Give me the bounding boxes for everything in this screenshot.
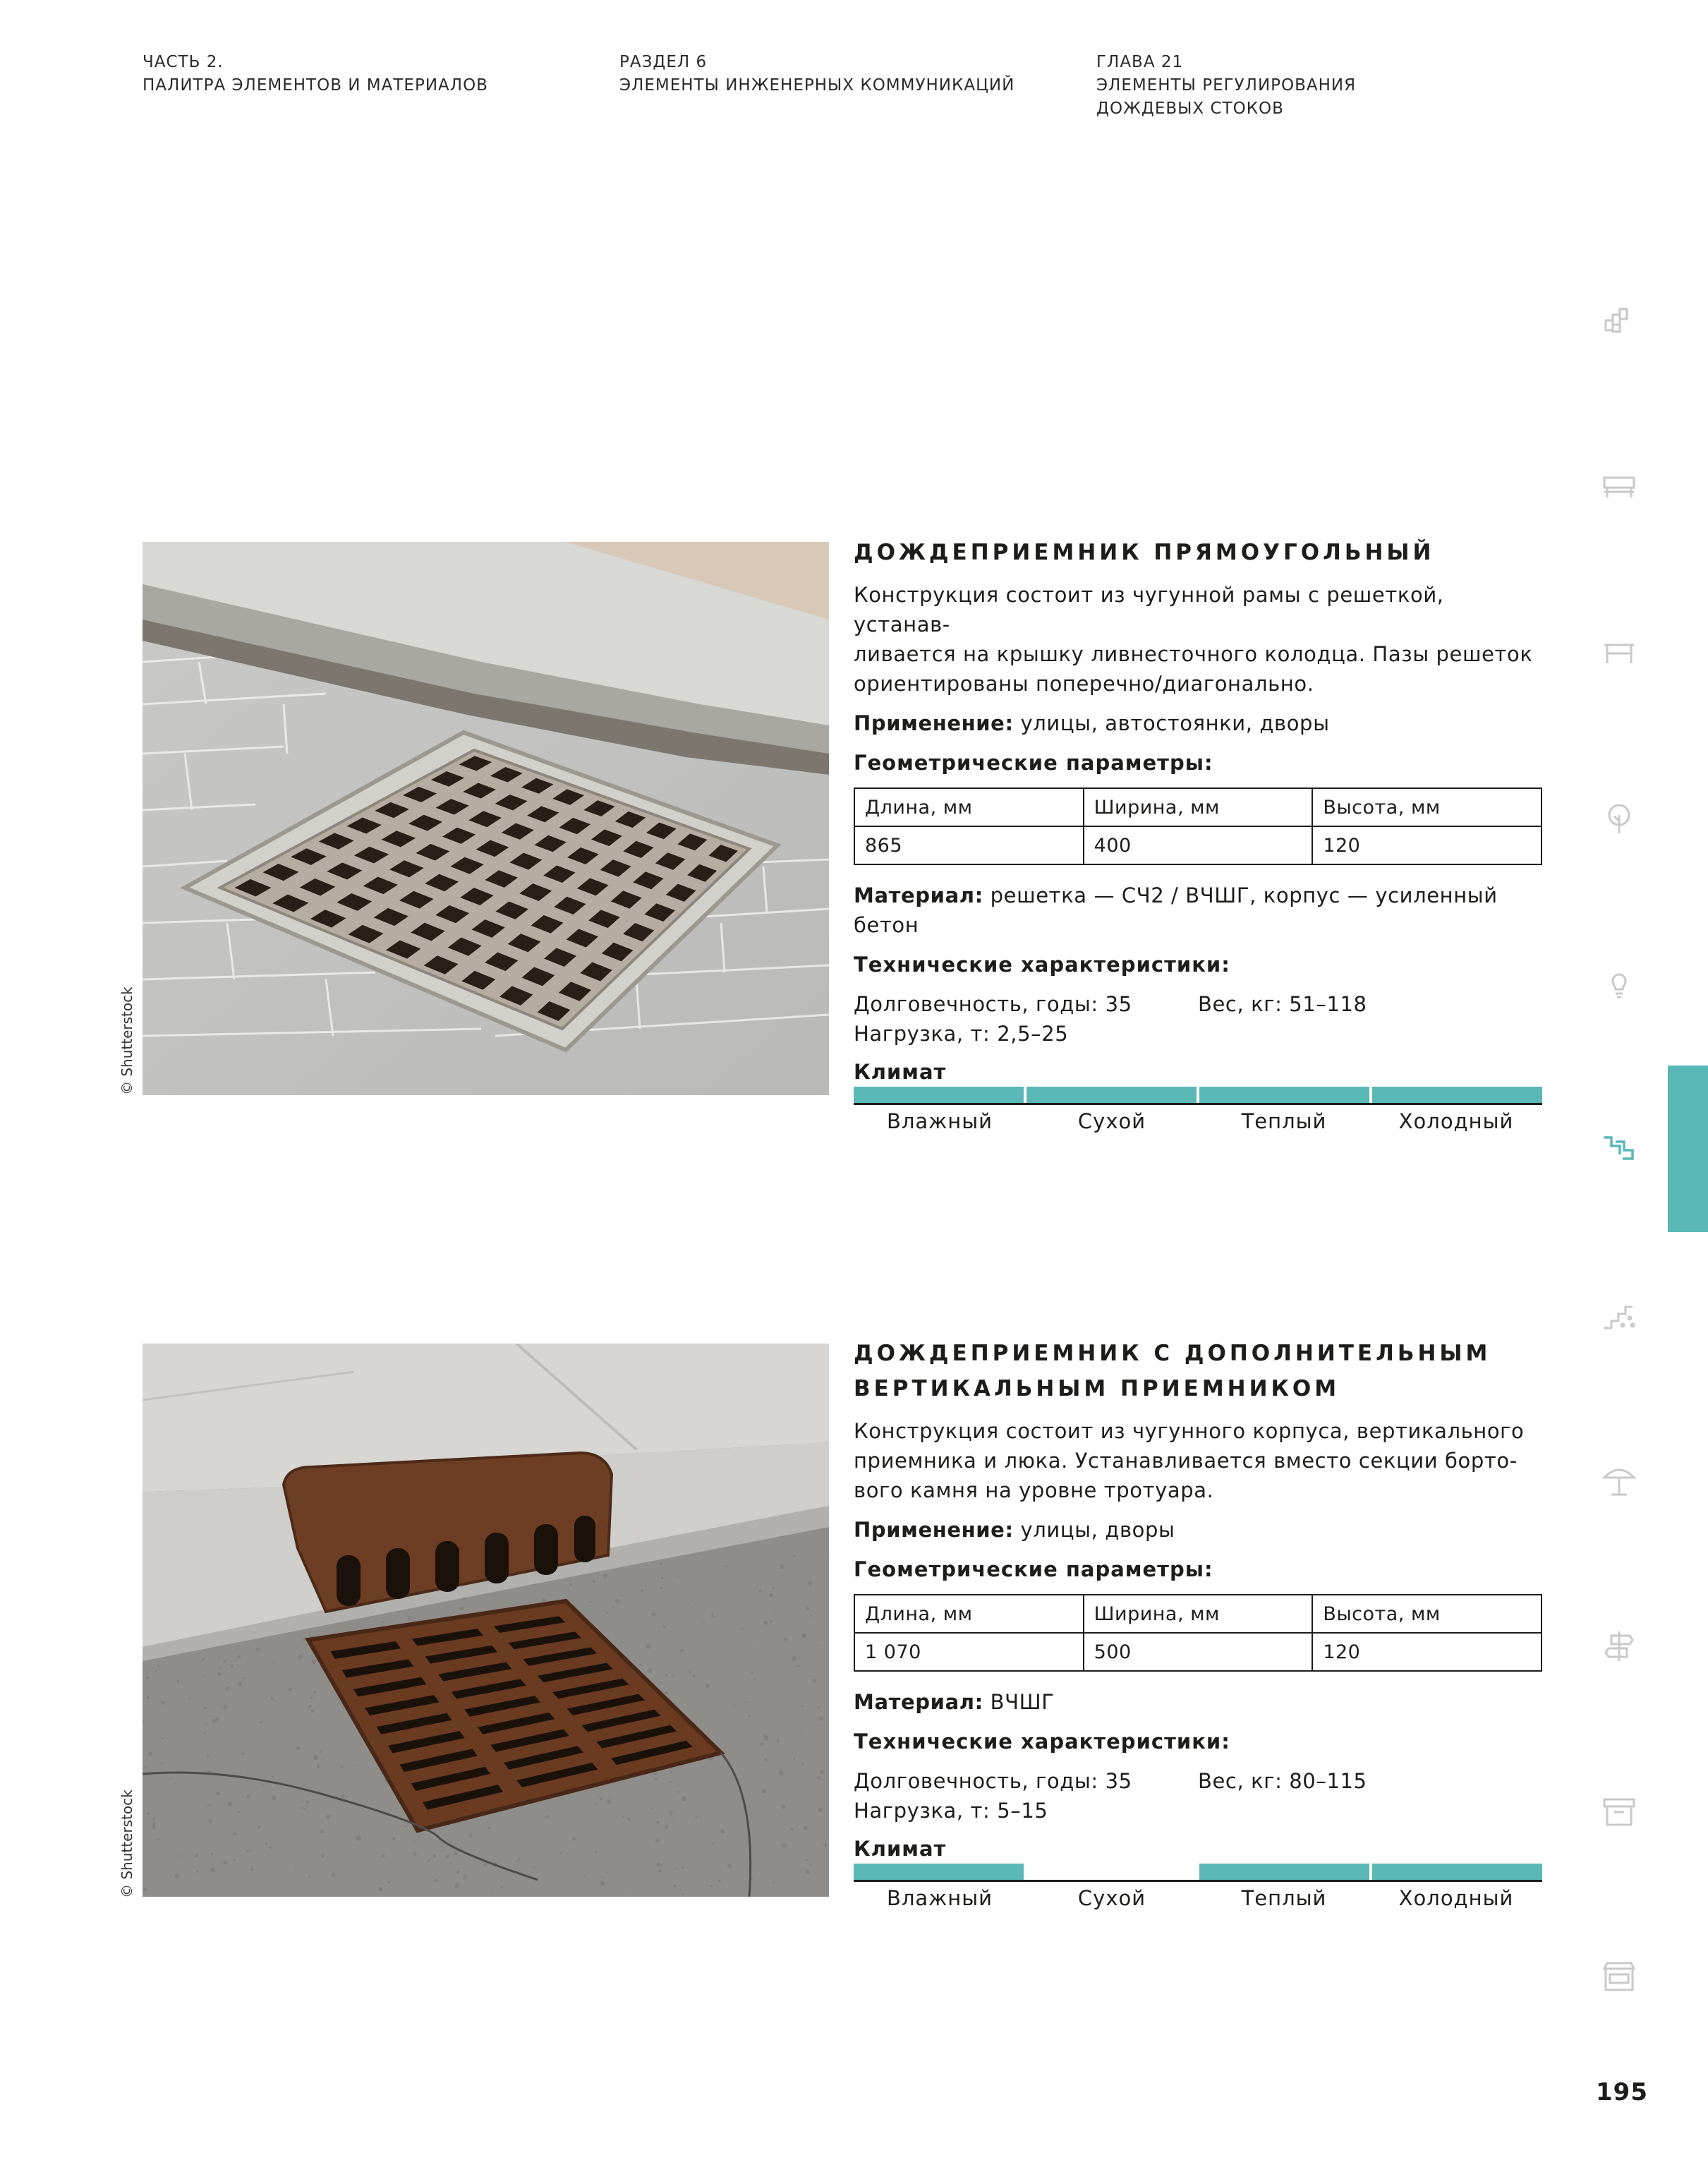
product-title <box>854 1336 1542 1406</box>
material-value: ВЧШГ <box>983 1690 1055 1714</box>
climate-bar <box>854 1087 1542 1105</box>
climate-label-cold: Холодный <box>1398 1109 1514 1133</box>
application-value: улицы, дворы <box>1013 1518 1175 1542</box>
table-header-cell: Длина, мм <box>854 1595 1084 1633</box>
tech-specs <box>854 989 1542 1049</box>
climate-segment-humid <box>854 1087 1024 1103</box>
bench-icon[interactable] <box>1601 469 1637 505</box>
climate-label-warm: Теплый <box>1241 1886 1327 1910</box>
table-header-cell: Ширина, мм <box>1084 1595 1313 1633</box>
kiosk-icon[interactable] <box>1601 1959 1637 1994</box>
table-row <box>854 1633 1542 1671</box>
header-chapter-number: ГЛАВА 21 <box>1096 53 1184 71</box>
page-number: 195 <box>1596 2078 1648 2106</box>
product-card <box>854 535 1542 1133</box>
product-card <box>854 1336 1542 1910</box>
description-line: ориентированы поперечно/диагонально. <box>854 672 1314 696</box>
drain-icon[interactable] <box>1601 1130 1637 1166</box>
header-part <box>143 51 488 97</box>
climate-label-dry: Сухой <box>1077 1886 1146 1910</box>
durability: Долговечность, годы: 35 <box>854 1769 1132 1793</box>
application-label: Применение: <box>854 711 1014 735</box>
climate-segment-dry <box>1026 1864 1197 1880</box>
header-chapter-title-line2: ДОЖДЕВЫХ СТОКОВ <box>1096 99 1284 118</box>
header-part-number: ЧАСТЬ 2. <box>143 53 224 71</box>
climate-label-cold: Холодный <box>1398 1886 1514 1910</box>
material-label: Материал: <box>854 1690 983 1714</box>
weight: Вес, кг: 51–118 <box>1198 992 1367 1016</box>
description-line: Конструкция состоит из чугунной рамы с решеткой, устанав- <box>854 583 1444 636</box>
header-section <box>619 51 1014 97</box>
geometry-table <box>854 787 1542 865</box>
description-line: Конструкция состоит из чугунного корпуса, вертикального <box>854 1419 1525 1443</box>
header-part-title: ПАЛИТРА ЭЛЕМЕНТОВ И МАТЕРИАЛОВ <box>143 76 488 95</box>
paving-icon[interactable] <box>1601 305 1637 340</box>
title-line: ВЕРТИКАЛЬНЫМ ПРИЕМНИКОМ <box>854 1376 1340 1401</box>
description-line: приемника и люка. Устанавливается вместо секции борто- <box>854 1449 1518 1473</box>
climate-segment-dry <box>1026 1087 1197 1103</box>
table-header-cell: Высота, мм <box>1312 788 1542 826</box>
climate-bar <box>854 1864 1542 1882</box>
climate-label-humid: Влажный <box>886 1886 993 1910</box>
header-section-title: ЭЛЕМЕНТЫ ИНЖЕНЕРНЫХ КОММУНИКАЦИЙ <box>619 76 1015 95</box>
photo-rectangular-drain <box>143 542 829 1095</box>
signpost-icon[interactable] <box>1601 1629 1637 1664</box>
application-label: Применение: <box>854 1518 1014 1542</box>
tech-label: Технические характеристики: <box>854 1730 1230 1753</box>
table-header-cell: Высота, мм <box>1312 1595 1542 1633</box>
header-chapter <box>1096 51 1356 121</box>
tech-specs <box>854 1766 1542 1825</box>
material <box>854 881 1542 940</box>
lamp-icon[interactable] <box>1601 965 1637 1001</box>
climate-segment-cold <box>1372 1087 1542 1103</box>
table-header-row <box>854 788 1542 826</box>
table-cell: 400 <box>1084 826 1313 864</box>
product-title: ДОЖДЕПРИЕМНИК ПРЯМОУГОЛЬНЫЙ <box>854 540 1435 565</box>
table-header-cell: Длина, мм <box>854 788 1084 826</box>
climate-label-dry: Сухой <box>1077 1109 1146 1133</box>
load: Нагрузка, т: 5–15 <box>854 1799 1048 1823</box>
geometry-label: Геометрические параметры: <box>854 1557 1213 1581</box>
photo-credit: © Shutterstock <box>119 986 135 1095</box>
table-cell: 1 070 <box>854 1633 1084 1671</box>
weight: Вес, кг: 80–115 <box>1198 1769 1367 1793</box>
durability: Долговечность, годы: 35 <box>854 992 1132 1016</box>
geometry-label: Геометрические параметры: <box>854 751 1213 775</box>
table-cell: 120 <box>1312 1633 1542 1671</box>
table-icon[interactable] <box>1601 635 1637 670</box>
material-label: Материал: <box>854 883 983 907</box>
tech-label: Технические характеристики: <box>854 953 1230 977</box>
description-line: ливается на крышку ливнесточного колодца. Пазы решеток <box>854 642 1533 666</box>
climate-labels <box>854 1886 1542 1910</box>
material-value: решетка — СЧ2 / ВЧШГ, корпус — усиленный бетон <box>854 883 1498 937</box>
geometry-table <box>854 1594 1542 1672</box>
table-cell: 500 <box>1084 1633 1313 1671</box>
climate-segment-warm <box>1199 1087 1369 1103</box>
container-icon[interactable] <box>1601 1794 1637 1829</box>
product-description <box>854 580 1542 699</box>
tree-icon[interactable] <box>1601 801 1637 836</box>
header-chapter-title-line1: ЭЛЕМЕНТЫ РЕГУЛИРОВАНИЯ <box>1096 76 1357 95</box>
application <box>854 708 1542 738</box>
climate-segment-cold <box>1372 1864 1542 1880</box>
climate-segment-humid <box>854 1864 1024 1880</box>
table-cell: 120 <box>1312 826 1542 864</box>
header-section-number: РАЗДЕЛ 6 <box>619 53 708 71</box>
climate-segment-warm <box>1199 1864 1369 1880</box>
table-cell: 865 <box>854 826 1084 864</box>
description-line: вого камня на уровне тротуара. <box>854 1478 1214 1502</box>
application-value: улицы, автостоянки, дворы <box>1013 711 1330 735</box>
stairs-icon[interactable] <box>1601 1297 1637 1332</box>
title-line: ДОЖДЕПРИЕМНИК С ДОПОЛНИТЕЛЬНЫМ <box>854 1341 1491 1366</box>
table-row <box>854 826 1542 864</box>
photo-credit: © Shutterstock <box>119 1789 135 1898</box>
climate-label-humid: Влажный <box>886 1109 993 1133</box>
product-description <box>854 1416 1542 1505</box>
table-header-cell: Ширина, мм <box>1084 788 1313 826</box>
application <box>854 1515 1542 1545</box>
climate-label-warm: Теплый <box>1241 1109 1327 1133</box>
load: Нагрузка, т: 2,5–25 <box>854 1022 1069 1046</box>
active-chapter-tab[interactable] <box>1668 1066 1708 1232</box>
photo-curb-inlet-drain <box>143 1344 829 1897</box>
umbrella-icon[interactable] <box>1601 1462 1637 1497</box>
climate-label: Климат <box>854 1837 947 1861</box>
climate-label: Климат <box>854 1060 947 1084</box>
material <box>854 1687 1542 1717</box>
table-header-row <box>854 1595 1542 1633</box>
climate-labels <box>854 1109 1542 1133</box>
